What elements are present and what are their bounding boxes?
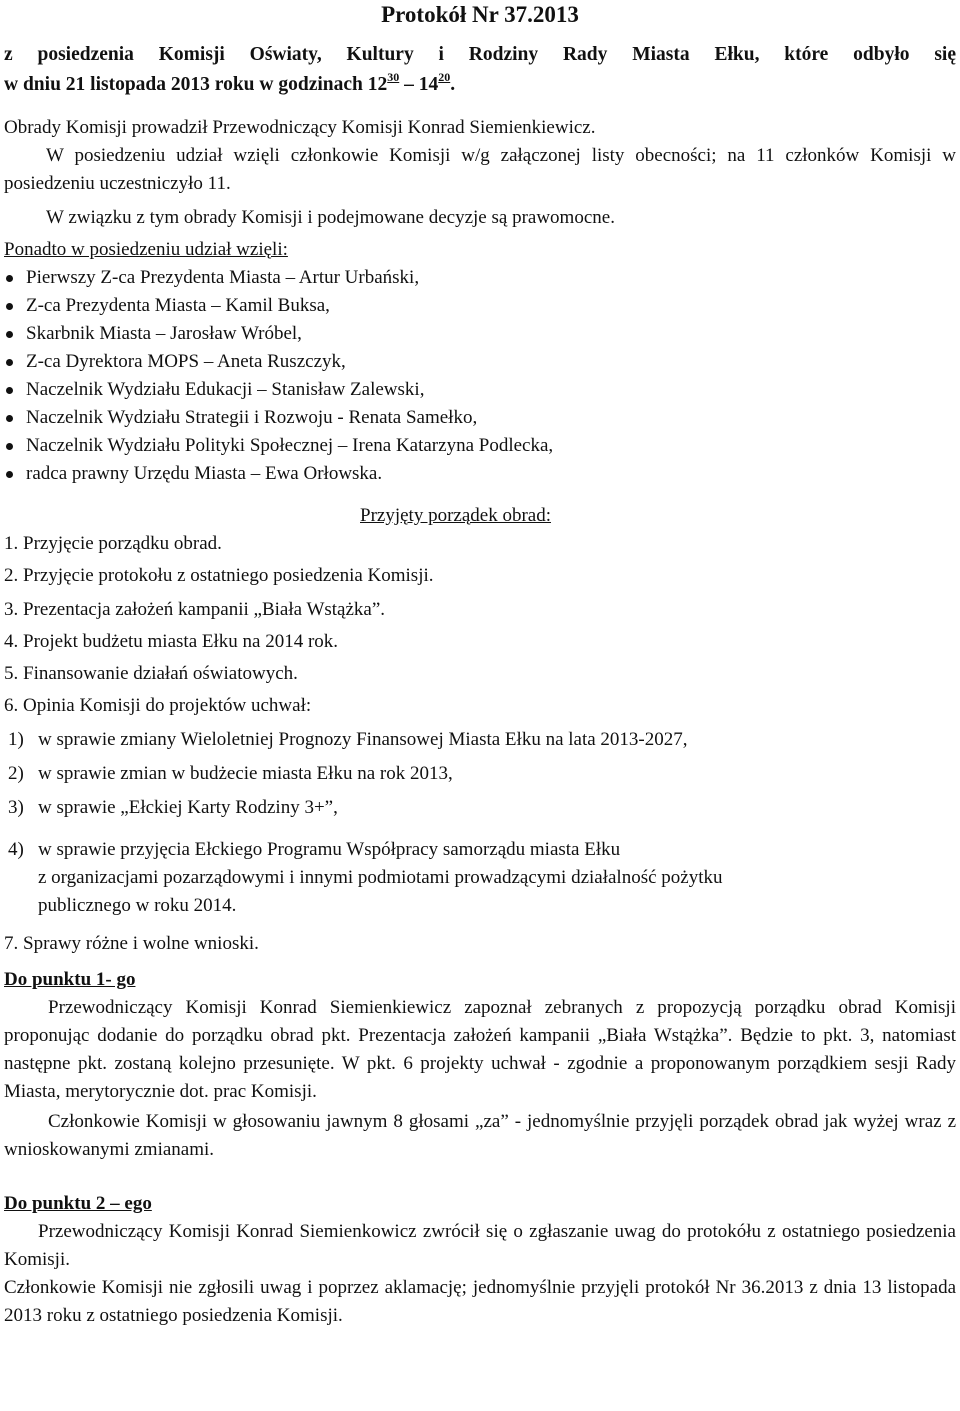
bullet-icon <box>6 415 13 422</box>
subtitle-end: . <box>450 74 456 95</box>
list-item: 1) w sprawie zmiany Wieloletniej Prognozy Finansowej Miasta Ełku na lata 2013-2027, <box>8 729 688 750</box>
time-dash: – 14 <box>399 74 439 95</box>
resolution-list <box>4 726 956 920</box>
point-1-paragraph-1: Przewodniczący Komisji Konrad Siemienkiewicz zapoznał zebranych z propozycją porządku obrad Komisji proponując dodanie do porządku obrad pkt. Prezentacja założeń kampanii „Biała Wstążka”. Będzie to pkt. 3, natomiast następne pkt. zostaną kolejno przesunięte. W pkt. 6 projekty uchwał - zgodnie a proponowanym porządkiem sesji Rady Miasta, merytorycznie dot. prac Komisji. <box>4 997 956 1102</box>
list-item: Naczelnik Wydziału Polityki Społecznej – Irena Katarzyna Podlecka, <box>4 432 956 460</box>
bullet-icon <box>6 359 13 366</box>
point-2-paragraph-1: Przewodniczący Komisji Konrad Siemienkowicz zwrócił się o zgłaszanie uwag do protokółu z ostatniego posiedzenia Komisji. <box>4 1221 956 1270</box>
agenda-item: 6. Opinia Komisji do projektów uchwał: <box>4 695 312 716</box>
bullet-icon <box>6 331 13 338</box>
bullet-icon <box>6 303 13 310</box>
document-subtitle <box>4 40 956 100</box>
agenda-item: 4. Projekt budżetu miasta Ełku na 2014 rok. <box>4 631 339 652</box>
agenda-item: 1. Przyjęcie porządku obrad. <box>4 533 222 554</box>
intro-chair: Obrady Komisji prowadził Przewodniczący Komisji Konrad Siemienkiewicz. <box>4 117 596 138</box>
participants-heading: Ponadto w posiedzeniu udział wzięli: <box>4 239 288 260</box>
document-title: Protokół Nr 37.2013 <box>381 2 579 27</box>
bullet-icon <box>6 275 13 282</box>
bullet-icon <box>6 471 13 478</box>
list-item: 2) w sprawie zmian w budżecie miasta Ełku na rok 2013, <box>8 763 453 784</box>
agenda-heading: Przyjęty porządek obrad: <box>360 505 551 526</box>
list-item: Naczelnik Wydziału Edukacji – Stanisław Zalewski, <box>4 376 956 404</box>
list-item-continuation: z organizacjami pozarządowymi i innymi podmiotami prowadzącymi działalność pożytku <box>38 867 723 888</box>
list-item: Z-ca Dyrektora MOPS – Aneta Ruszczyk, <box>4 348 956 376</box>
bullet-icon <box>6 443 13 450</box>
subtitle-line-2 <box>4 70 956 100</box>
intro-quorum: W związku z tym obrady Komisji i podejmowane decyzje są prawomocne. <box>46 207 615 228</box>
bullet-icon <box>6 387 13 394</box>
agenda-list <box>4 530 956 720</box>
agenda-item: 2. Przyjęcie protokołu z ostatniego posiedzenia Komisji. <box>4 565 434 586</box>
list-item: 3) w sprawie „Ełckiej Karty Rodziny 3+”, <box>8 797 338 818</box>
list-item: Naczelnik Wydziału Strategii i Rozwoju - Renata Samełko, <box>4 404 956 432</box>
list-item: Z-ca Prezydenta Miasta – Kamil Buksa, <box>4 292 956 320</box>
subtitle-date: w dniu 21 listopada 2013 roku w godzinach 12 <box>4 74 388 95</box>
list-item: 4) w sprawie przyjęcia Ełckiego Programu Współpracy samorządu miasta Ełku <box>8 839 621 860</box>
list-item: radca prawny Urzędu Miasta – Ewa Orłowska. <box>4 460 956 488</box>
agenda-item: 7. Sprawy różne i wolne wnioski. <box>4 933 259 954</box>
list-item: Skarbnik Miasta – Jarosław Wróbel, <box>4 320 956 348</box>
point-1-paragraph-2: Członkowie Komisji w głosowaniu jawnym 8 głosami „za” - jednomyślnie przyjęli porządek obrad jak wyżej wraz z wnioskowanymi zmianami. <box>4 1111 956 1160</box>
participants-list <box>4 264 956 488</box>
agenda-item: 3. Prezentacja założeń kampanii „Biała Wstążka”. <box>4 599 386 620</box>
point-2-paragraph-2: Członkowie Komisji nie zgłosili uwag i poprzez aklamację; jednomyślnie przyjęli protokół Nr 36.2013 z dnia 13 listopada 2013 roku z ostatniego posiedzenia Komisji. <box>4 1277 956 1326</box>
start-time-minutes: 30 <box>387 70 400 84</box>
point-1-heading: Do punktu 1- go <box>4 969 136 990</box>
subtitle-line-1: z posiedzenia Komisji Oświaty, Kultury i Rodziny Rady Miasta Ełku, które odbyło się <box>4 44 956 65</box>
agenda-item: 5. Finansowanie działań oświatowych. <box>4 663 298 684</box>
point-2-heading: Do punktu 2 – ego <box>4 1193 152 1214</box>
list-item: Pierwszy Z-ca Prezydenta Miasta – Artur Urbański, <box>4 264 956 292</box>
end-time-minutes: 20 <box>438 70 451 84</box>
list-item-continuation: publicznego w roku 2014. <box>38 895 237 916</box>
intro-attendance: W posiedzeniu udział wzięli członkowie Komisji w/g załączonej listy obecności; na 11 członków Komisji w posiedzeniu uczestniczyło 11. <box>4 145 956 194</box>
